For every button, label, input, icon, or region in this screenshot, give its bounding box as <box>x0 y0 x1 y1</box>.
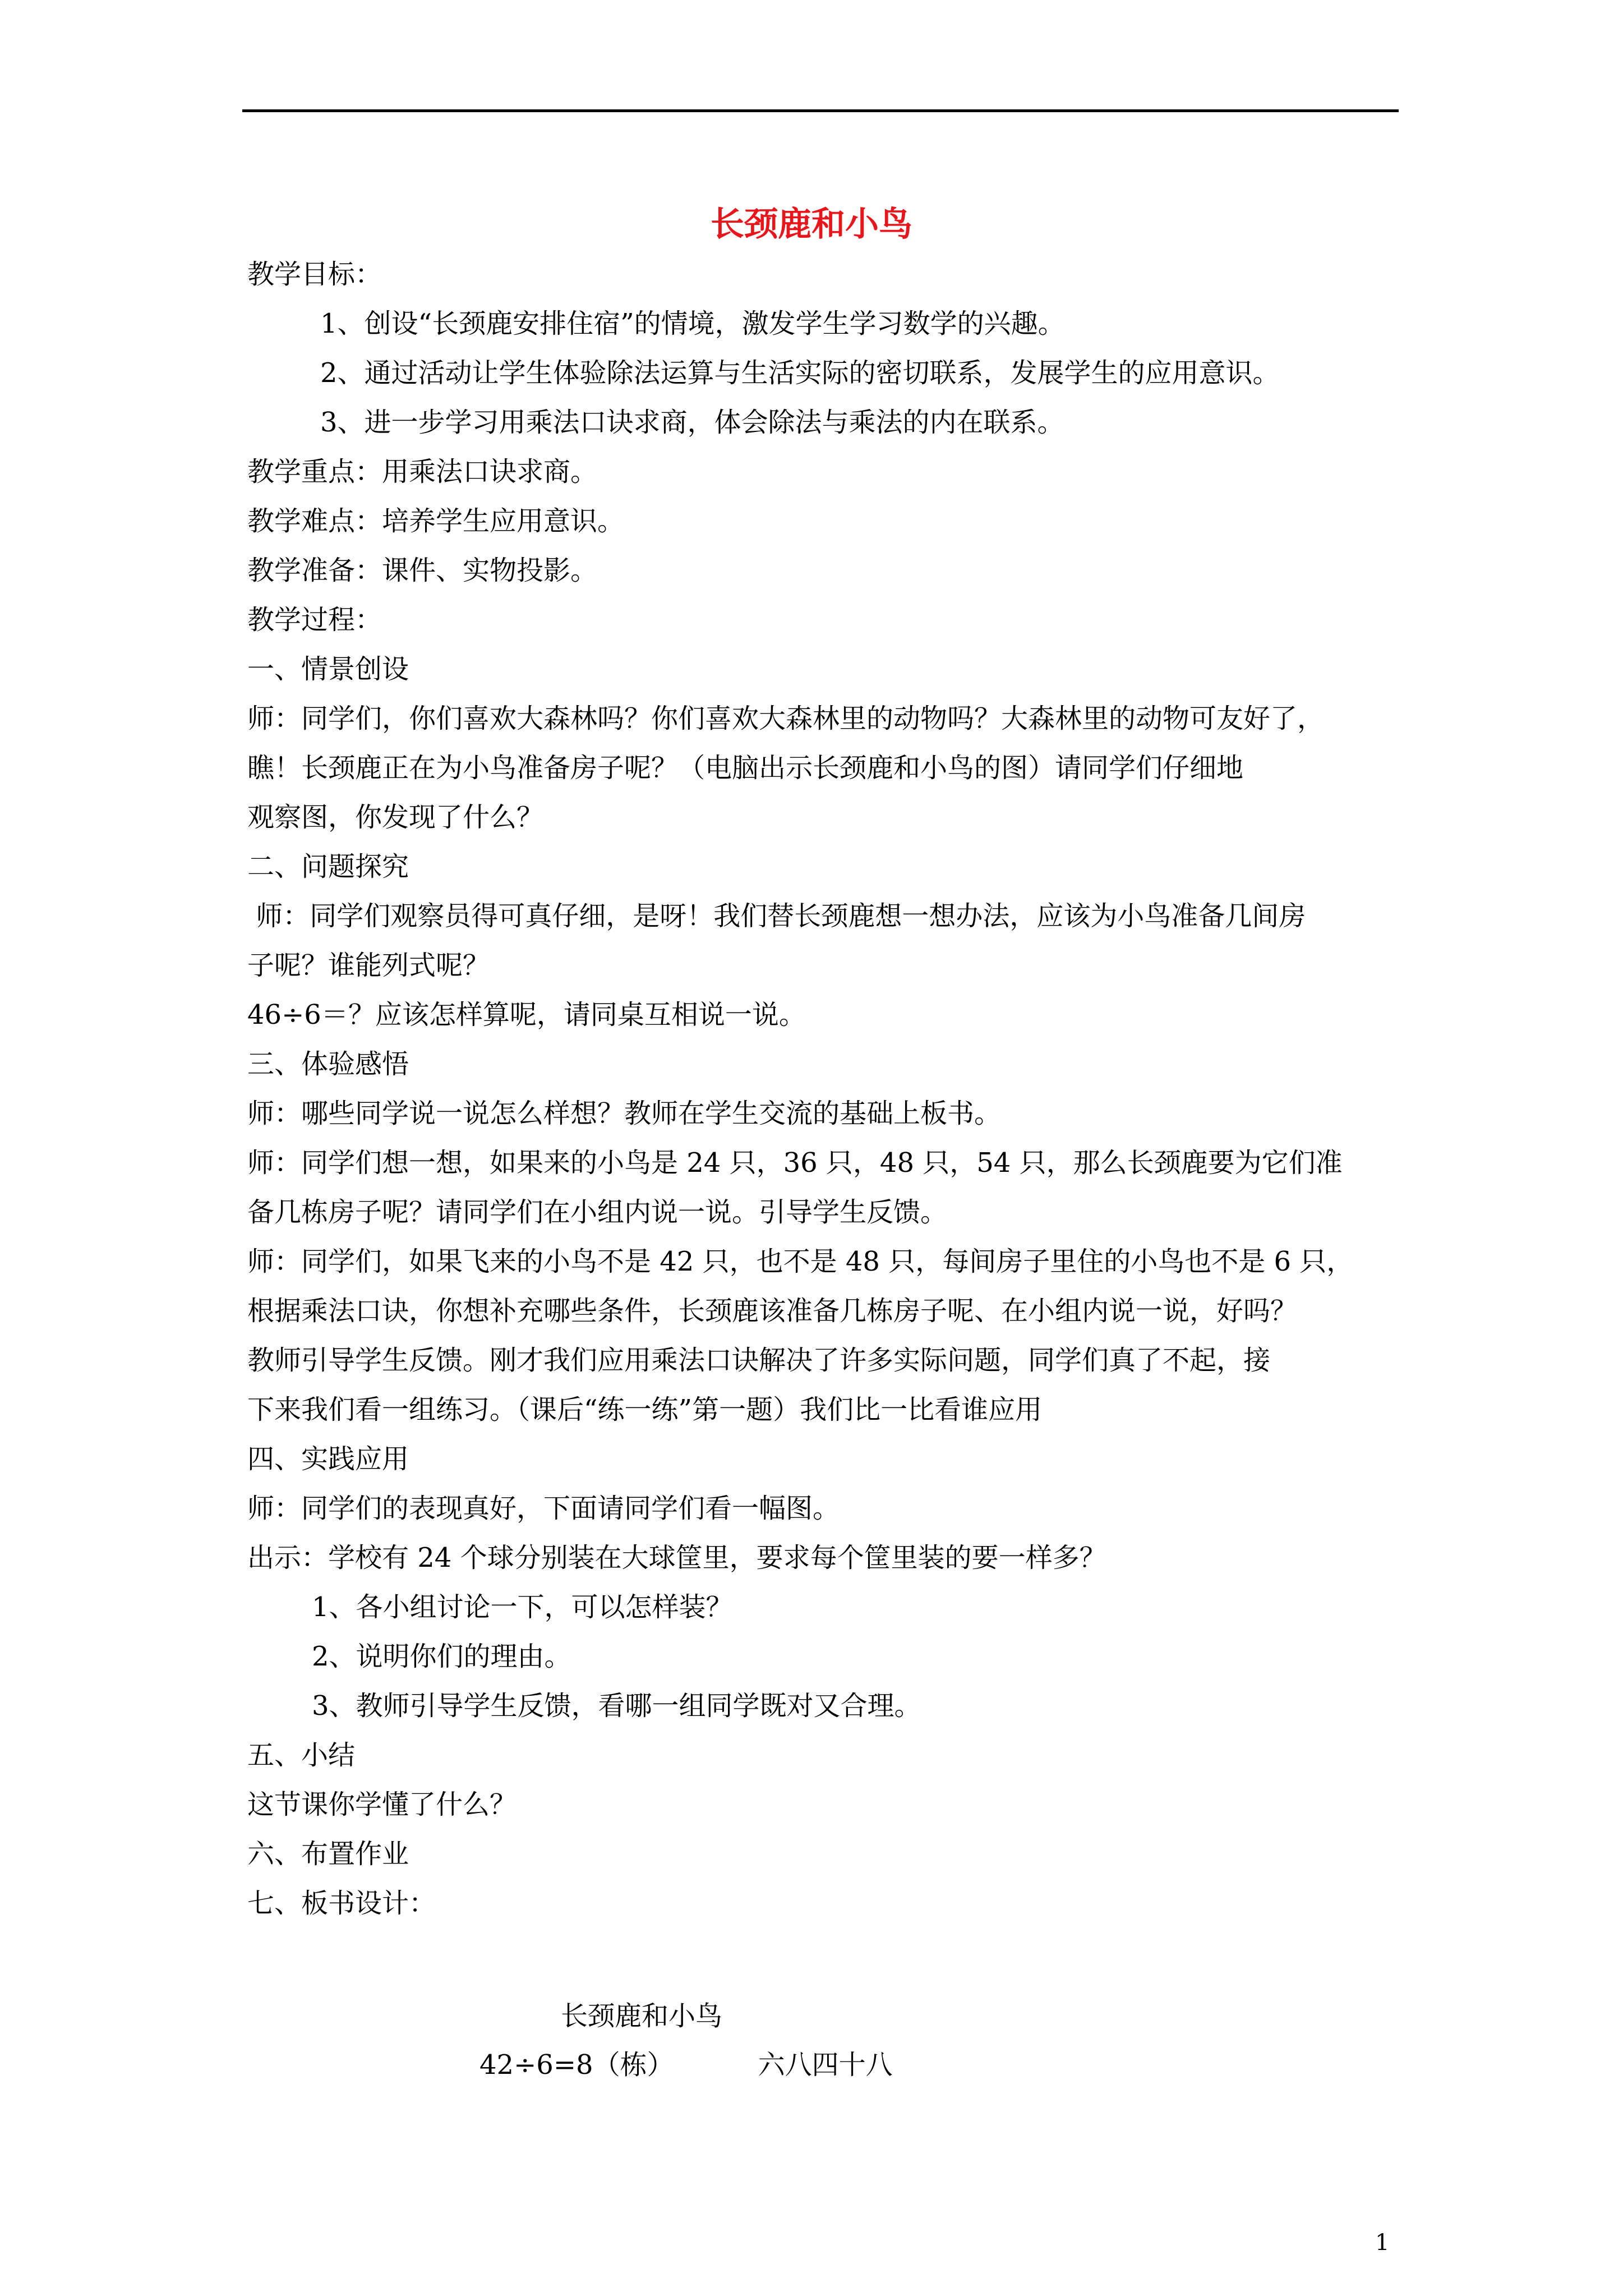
list-item: 2、说明你们的理由。 <box>312 1641 571 1672</box>
section-heading: 六、布置作业 <box>247 1838 409 1870</box>
paragraph-line: 根据乘法口诀，你想补充哪些条件，长颈鹿该准备几栋房子呢、在小组内说一说，好吗？ <box>247 1295 1298 1327</box>
paragraph-line: 46÷6＝？应该怎样算呢，请同桌互相说一说。 <box>247 999 806 1030</box>
paragraph-line: 师：同学们观察员得可真仔细，是呀！我们替长颈鹿想一想办法，应该为小鸟准备几间房 <box>247 900 1306 932</box>
section-heading: 四、实践应用 <box>247 1443 409 1475</box>
key-point: 教学重点：用乘法口诀求商。 <box>247 456 598 487</box>
section-heading: 二、问题探究 <box>247 851 409 882</box>
document-title: 长颈鹿和小鸟 <box>711 205 912 244</box>
section-heading: 五、小结 <box>247 1740 356 1771</box>
paragraph-line: 备几栋房子呢？请同学们在小组内说一说。引导学生反馈。 <box>247 1197 948 1228</box>
paragraph-line: 师：同学们，你们喜欢大森林吗？你们喜欢大森林里的动物吗？大森林里的动物可友好了， <box>247 703 1325 734</box>
page-number: 1 <box>1375 2230 1390 2256</box>
paragraph-line: 观察图，你发现了什么？ <box>247 802 544 833</box>
section-heading: 三、体验感悟 <box>247 1048 409 1080</box>
board-equation: 42÷6=8（栋） <box>479 2049 674 2081</box>
paragraph-line: 师：同学们的表现真好，下面请同学们看一幅图。 <box>247 1493 840 1524</box>
board-rhyme: 六八四十八 <box>758 2049 893 2081</box>
section-heading: 七、板书设计： <box>247 1888 436 1919</box>
paragraph-line: 下来我们看一组练习。（课后“练一练”第一题）我们比一比看谁应用 <box>247 1394 1043 1425</box>
list-item: 1、各小组讨论一下，可以怎样装？ <box>312 1591 733 1623</box>
board-design-content <box>479 2040 893 2090</box>
objective-item: 2、通过活动让学生体验除法运算与生活实际的密切联系，发展学生的应用意识。 <box>320 357 1280 389</box>
process-heading: 教学过程： <box>247 604 382 636</box>
header-rule <box>242 109 1399 112</box>
board-design-title: 长颈鹿和小鸟 <box>561 2000 723 2032</box>
paragraph-line: 师：哪些同学说一说怎么样想？教师在学生交流的基础上板书。 <box>247 1098 1002 1129</box>
paragraph-line: 师：同学们，如果飞来的小鸟不是 42 只，也不是 48 只，每间房子里住的小鸟也不是 6 只， <box>247 1246 1354 1277</box>
paragraph-line: 师：同学们想一想，如果来的小鸟是 24 只，36 只，48 只，54 只，那么长颈鹿要为它们准 <box>247 1147 1343 1179</box>
objectives-heading: 教学目标： <box>247 259 382 290</box>
paragraph-line: 教师引导学生反馈。刚才我们应用乘法口诀解决了许多实际问题，同学们真了不起，接 <box>247 1345 1271 1376</box>
teacher-paragraph <box>247 1237 1403 1434</box>
preparation: 教学准备：课件、实物投影。 <box>247 555 598 586</box>
objective-item: 3、进一步学习用乘法口诀求商，体会除法与乘法的内在联系。 <box>320 407 1064 438</box>
teacher-paragraph <box>247 891 1403 990</box>
list-item: 3、教师引导学生反馈，看哪一组同学既对又合理。 <box>312 1690 921 1722</box>
objective-item: 1、创设“长颈鹿安排住宿”的情境，激发学生学习数学的兴趣。 <box>320 308 1065 339</box>
teacher-paragraph <box>247 694 1403 842</box>
section-heading: 一、情景创设 <box>247 654 409 685</box>
paragraph-line: 出示：学校有 24 个球分别装在大球筐里，要求每个筐里装的要一样多？ <box>247 1542 1106 1573</box>
difficulty: 教学难点：培养学生应用意识。 <box>247 505 625 537</box>
paragraph-line: 子呢？谁能列式呢？ <box>247 950 490 981</box>
teacher-paragraph <box>247 1138 1403 1237</box>
paragraph-line: 瞧！长颈鹿正在为小鸟准备房子呢？（电脑出示长颈鹿和小鸟的图）请同学们仔细地 <box>247 752 1244 784</box>
paragraph-line: 这节课你学懂了什么？ <box>247 1789 517 1820</box>
document-body <box>247 250 1403 1928</box>
